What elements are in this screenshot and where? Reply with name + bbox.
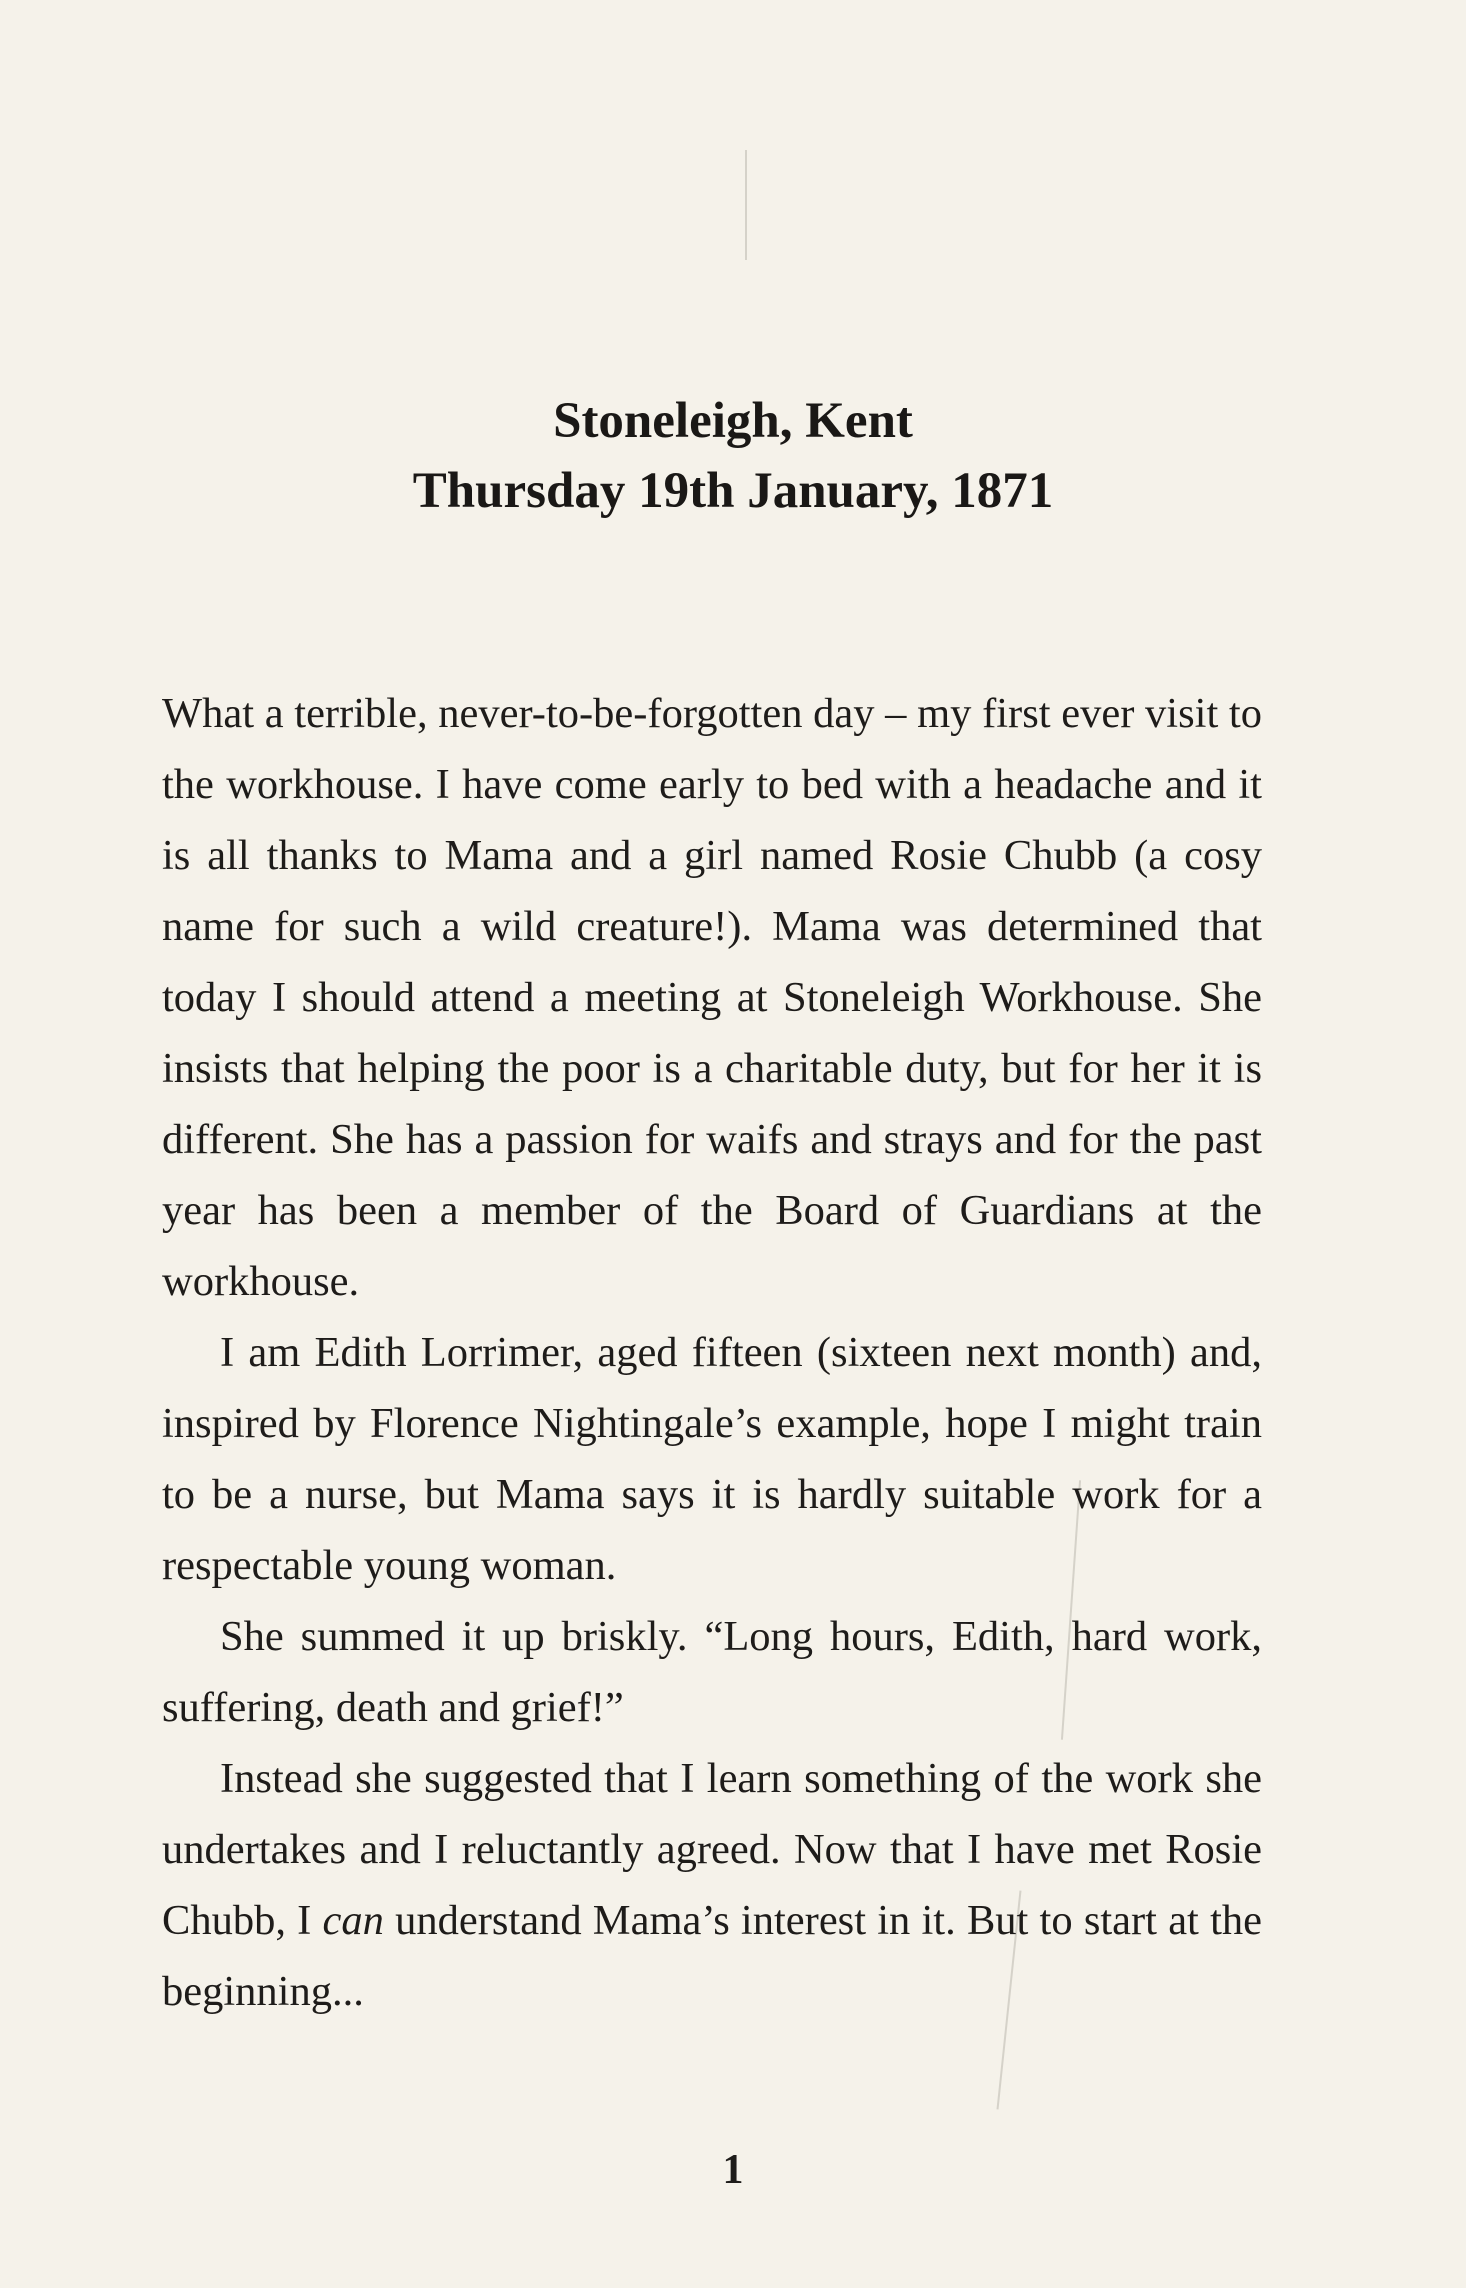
paragraph-text: I am Edith Lorrimer, aged fifteen (sixteen next month) and, inspired by Florence Nightingale’s example, hope I might train to be a nurse, but Mama says it is hardly suitable work for a respectable young woman. xyxy=(162,1329,1262,1589)
paragraph-text: What a terrible, never-to-be-forgotten day – my first ever visit to the workhouse. I have come early to bed with a headache and it is all thanks to Mama and a girl named Rosie Chubb (a cosy name for such a wild creature!). Mama was determined that today I should attend a meeting at Stoneleigh Workhouse. She insists that helping the poor is a charitable duty, but for her it is different. She has a passion for waifs and strays and for the past year has been a member of the Board of Guardians at the workhouse. xyxy=(162,690,1262,1305)
diary-body xyxy=(162,678,1262,2027)
page-crease xyxy=(745,150,747,260)
emphasis-text: can xyxy=(322,1897,384,1944)
paragraph-text: Instead she suggested that I learn something of the work she undertakes and I reluctantly agreed. Now that I have met Rosie Chubb, I xyxy=(162,1755,1262,1944)
entry-date: Thursday 19th January, 1871 xyxy=(412,463,1054,519)
paragraph xyxy=(162,1317,1262,1601)
entry-place: Stoneleigh, Kent xyxy=(553,393,913,449)
paragraph-text: understand Mama’s interest in it. But to start at the beginning... xyxy=(162,1897,1262,2015)
paragraph xyxy=(162,678,1262,1317)
page-number: 1 xyxy=(722,2147,744,2193)
entry-heading xyxy=(0,386,1466,526)
paragraph xyxy=(162,1743,1262,2027)
paragraph xyxy=(162,1601,1262,1743)
paragraph-text: She summed it up briskly. “Long hours, Edith, hard work, suffering, death and grief!” xyxy=(162,1613,1262,1731)
